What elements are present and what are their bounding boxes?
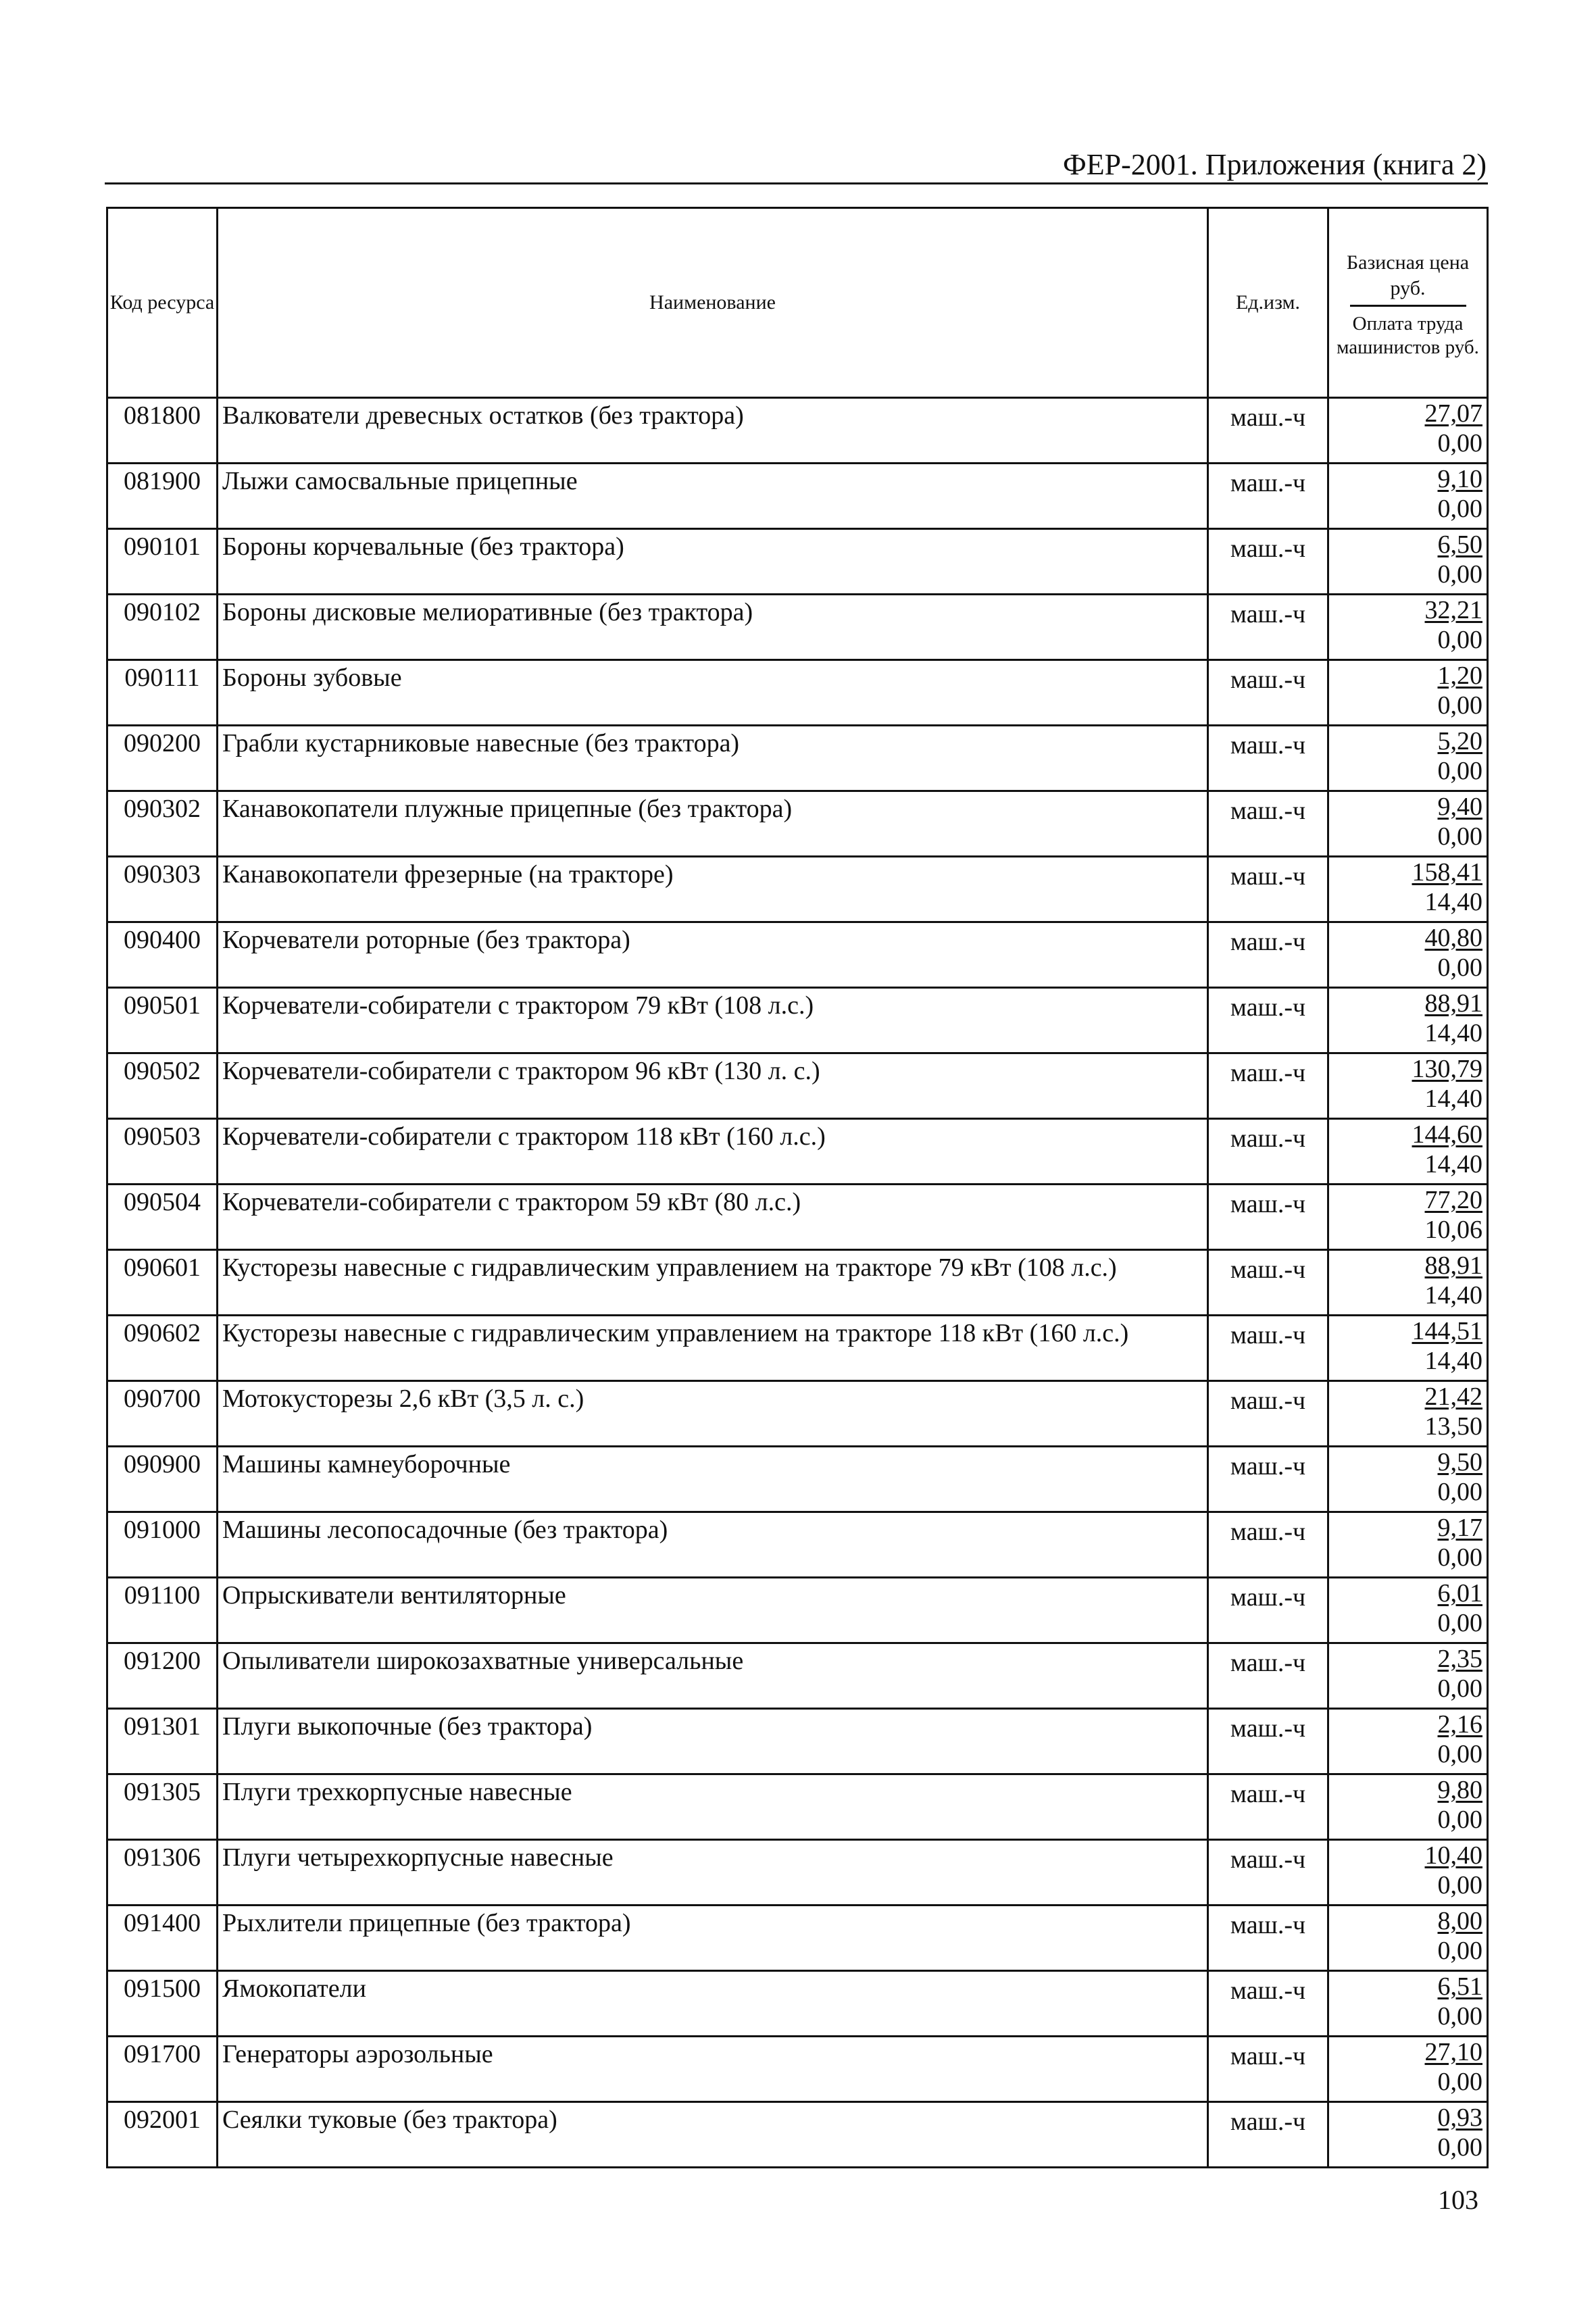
price-cell <box>1328 1316 1488 1381</box>
resource-code-cell: 090602 <box>107 1316 218 1381</box>
table-row <box>107 1185 1488 1250</box>
resource-name-cell: Кусторезы навесные с гидравлическим управлением на тракторе 79 кВт (108 л.с.) <box>218 1250 1208 1316</box>
table-row <box>107 529 1488 595</box>
table-row <box>107 595 1488 660</box>
unit-cell: маш.-ч <box>1208 1840 1328 1906</box>
resource-name-cell: Сеялки туковые (без трактора) <box>218 2102 1208 2168</box>
base-price-value: 9,50 <box>1437 1448 1482 1476</box>
base-price-value: 6,01 <box>1437 1579 1482 1608</box>
unit-cell: маш.-ч <box>1208 1185 1328 1250</box>
table-header-row <box>107 208 1488 398</box>
unit-cell: маш.-ч <box>1208 464 1328 529</box>
base-price-value: 32,21 <box>1424 596 1482 624</box>
resource-name-cell: Ямокопатели <box>218 1971 1208 2037</box>
resource-code-cell: 081900 <box>107 464 218 529</box>
price-cell <box>1328 1185 1488 1250</box>
base-price-value: 9,80 <box>1437 1776 1482 1804</box>
resource-code-cell: 091200 <box>107 1643 218 1709</box>
table-row <box>107 464 1488 529</box>
resource-code-cell: 091400 <box>107 1906 218 1971</box>
base-price-value: 40,80 <box>1424 924 1482 952</box>
operator-wage-value: 0,00 <box>1437 1543 1482 1572</box>
base-price-value: 21,42 <box>1424 1383 1482 1411</box>
price-cell <box>1328 595 1488 660</box>
resource-code-cell: 090502 <box>107 1053 218 1119</box>
unit-cell: маш.-ч <box>1208 791 1328 857</box>
base-price-value: 0,93 <box>1437 2104 1482 2132</box>
resource-name-cell: Плуги выкопочные (без трактора) <box>218 1709 1208 1774</box>
price-cell <box>1328 660 1488 726</box>
price-cell <box>1328 988 1488 1053</box>
price-cell <box>1328 1643 1488 1709</box>
operator-wage-value: 14,40 <box>1424 888 1482 916</box>
resource-code-cell: 091306 <box>107 1840 218 1906</box>
base-price-value: 6,51 <box>1437 1972 1482 2001</box>
unit-cell: маш.-ч <box>1208 1250 1328 1316</box>
table-row <box>107 988 1488 1053</box>
operator-wage-value: 0,00 <box>1437 953 1482 982</box>
operator-wage-value: 0,00 <box>1437 691 1482 720</box>
operator-wage-value: 0,00 <box>1437 757 1482 785</box>
unit-cell: маш.-ч <box>1208 1578 1328 1643</box>
document-header-title: ФЕР-2001. Приложения (книга 2) <box>1063 148 1487 181</box>
resource-name-cell: Валкователи древесных остатков (без трактора) <box>218 398 1208 464</box>
base-price-value: 144,60 <box>1412 1120 1482 1149</box>
resource-name-cell: Генераторы аэрозольные <box>218 2037 1208 2102</box>
table-row <box>107 857 1488 922</box>
resource-code-cell: 090900 <box>107 1447 218 1512</box>
resource-name-cell: Рыхлители прицепные (без трактора) <box>218 1906 1208 1971</box>
resource-name-cell: Грабли кустарниковые навесные (без трактора) <box>218 726 1208 791</box>
price-cell <box>1328 1250 1488 1316</box>
resource-code-cell: 090503 <box>107 1119 218 1185</box>
table-row <box>107 1906 1488 1971</box>
base-price-value: 27,10 <box>1424 2038 1482 2066</box>
resource-name-cell: Бороны зубовые <box>218 660 1208 726</box>
resource-price-table <box>106 207 1489 2168</box>
price-cell <box>1328 1119 1488 1185</box>
column-header-code: Код ресурса <box>107 208 218 398</box>
resource-code-cell: 092001 <box>107 2102 218 2168</box>
price-cell <box>1328 922 1488 988</box>
price-cell <box>1328 529 1488 595</box>
resource-name-cell: Бороны дисковые мелиоративные (без трактора) <box>218 595 1208 660</box>
column-header-unit: Ед.изм. <box>1208 208 1328 398</box>
operator-wage-value: 0,00 <box>1437 1674 1482 1703</box>
resource-code-cell: 090501 <box>107 988 218 1053</box>
table-row <box>107 1119 1488 1185</box>
column-header-base-price: Базисная цена руб. <box>1346 251 1470 299</box>
base-price-value: 9,10 <box>1437 465 1482 493</box>
base-price-value: 2,35 <box>1437 1645 1482 1673</box>
unit-cell: маш.-ч <box>1208 398 1328 464</box>
resource-name-cell: Лыжи самосвальные прицепные <box>218 464 1208 529</box>
resource-name-cell: Опыливатели широкозахватные универсальные <box>218 1643 1208 1709</box>
resource-code-cell: 091500 <box>107 1971 218 2037</box>
operator-wage-value: 14,40 <box>1424 1281 1482 1310</box>
resource-code-cell: 091305 <box>107 1774 218 1840</box>
base-price-value: 27,07 <box>1424 399 1482 428</box>
page-number: 103 <box>1438 2185 1478 2215</box>
unit-cell: маш.-ч <box>1208 857 1328 922</box>
unit-cell: маш.-ч <box>1208 595 1328 660</box>
unit-cell: маш.-ч <box>1208 2102 1328 2168</box>
price-cell <box>1328 398 1488 464</box>
resource-name-cell: Бороны корчевальные (без трактора) <box>218 529 1208 595</box>
base-price-value: 88,91 <box>1424 989 1482 1018</box>
resource-code-cell: 091301 <box>107 1709 218 1774</box>
table-row <box>107 2037 1488 2102</box>
base-price-value: 144,51 <box>1412 1317 1482 1345</box>
column-header-name: Наименование <box>218 208 1208 398</box>
operator-wage-value: 0,00 <box>1437 429 1482 457</box>
base-price-value: 130,79 <box>1412 1055 1482 1083</box>
resource-name-cell: Канавокопатели фрезерные (на тракторе) <box>218 857 1208 922</box>
operator-wage-value: 14,40 <box>1424 1347 1482 1375</box>
price-cell <box>1328 1053 1488 1119</box>
price-cell <box>1328 857 1488 922</box>
resource-name-cell: Корчеватели роторные (без трактора) <box>218 922 1208 988</box>
base-price-value: 8,00 <box>1437 1907 1482 1935</box>
resource-code-cell: 090504 <box>107 1185 218 1250</box>
table-row <box>107 1578 1488 1643</box>
unit-cell: маш.-ч <box>1208 2037 1328 2102</box>
table-row <box>107 1381 1488 1447</box>
operator-wage-value: 0,00 <box>1437 2133 1482 2162</box>
table-row <box>107 1512 1488 1578</box>
unit-cell: маш.-ч <box>1208 1381 1328 1447</box>
table-row <box>107 398 1488 464</box>
operator-wage-value: 0,00 <box>1437 1871 1482 1899</box>
table-row <box>107 1053 1488 1119</box>
base-price-value: 1,20 <box>1437 662 1482 690</box>
unit-cell: маш.-ч <box>1208 988 1328 1053</box>
price-cell <box>1328 1512 1488 1578</box>
resource-code-cell: 090101 <box>107 529 218 595</box>
operator-wage-value: 14,40 <box>1424 1150 1482 1178</box>
resource-name-cell: Канавокопатели плужные прицепные (без трактора) <box>218 791 1208 857</box>
table-row <box>107 726 1488 791</box>
table-row <box>107 1316 1488 1381</box>
price-cell <box>1328 1840 1488 1906</box>
unit-cell: маш.-ч <box>1208 1774 1328 1840</box>
resource-code-cell: 090700 <box>107 1381 218 1447</box>
table-row <box>107 1840 1488 1906</box>
table-row <box>107 791 1488 857</box>
operator-wage-value: 14,40 <box>1424 1085 1482 1113</box>
price-cell <box>1328 1774 1488 1840</box>
resource-name-cell: Кусторезы навесные с гидравлическим управлением на тракторе 118 кВт (160 л.с.) <box>218 1316 1208 1381</box>
operator-wage-value: 0,00 <box>1437 822 1482 851</box>
operator-wage-value: 0,00 <box>1437 626 1482 654</box>
price-cell <box>1328 1578 1488 1643</box>
operator-wage-value: 0,00 <box>1437 2002 1482 2031</box>
operator-wage-value: 14,40 <box>1424 1019 1482 1047</box>
table-row <box>107 1250 1488 1316</box>
price-cell <box>1328 726 1488 791</box>
price-cell <box>1328 1906 1488 1971</box>
price-cell <box>1328 2102 1488 2168</box>
resource-code-cell: 091700 <box>107 2037 218 2102</box>
header-divider <box>105 182 1488 184</box>
unit-cell: маш.-ч <box>1208 660 1328 726</box>
resource-code-cell: 090200 <box>107 726 218 791</box>
unit-cell: маш.-ч <box>1208 1906 1328 1971</box>
unit-cell: маш.-ч <box>1208 726 1328 791</box>
table-row <box>107 2102 1488 2168</box>
table-row <box>107 1447 1488 1512</box>
operator-wage-value: 10,06 <box>1424 1216 1482 1244</box>
resource-name-cell: Плуги четырехкорпусные навесные <box>218 1840 1208 1906</box>
resource-code-cell: 090400 <box>107 922 218 988</box>
column-header-price <box>1328 208 1488 398</box>
resource-code-cell: 081800 <box>107 398 218 464</box>
resource-code-cell: 090111 <box>107 660 218 726</box>
price-cell <box>1328 791 1488 857</box>
operator-wage-value: 13,50 <box>1424 1412 1482 1441</box>
resource-name-cell: Корчеватели-собиратели с трактором 96 кВт (130 л. с.) <box>218 1053 1208 1119</box>
table-row <box>107 922 1488 988</box>
resource-name-cell: Корчеватели-собиратели с трактором 118 кВт (160 л.с.) <box>218 1119 1208 1185</box>
operator-wage-value: 0,00 <box>1437 1609 1482 1637</box>
operator-wage-value: 0,00 <box>1437 495 1482 523</box>
resource-name-cell: Мотокусторезы 2,6 кВт (3,5 л. с.) <box>218 1381 1208 1447</box>
column-header-operator-wage: Оплата труда машинистов руб. <box>1337 313 1479 358</box>
price-cell <box>1328 1971 1488 2037</box>
resource-code-cell: 091100 <box>107 1578 218 1643</box>
resource-code-cell: 090302 <box>107 791 218 857</box>
resource-name-cell: Корчеватели-собиратели с трактором 79 кВт (108 л.с.) <box>218 988 1208 1053</box>
resource-name-cell: Опрыскиватели вентиляторные <box>218 1578 1208 1643</box>
resource-code-cell: 090303 <box>107 857 218 922</box>
resource-name-cell: Машины лесопосадочные (без трактора) <box>218 1512 1208 1578</box>
operator-wage-value: 0,00 <box>1437 1740 1482 1768</box>
resource-name-cell: Машины камнеуборочные <box>218 1447 1208 1512</box>
unit-cell: маш.-ч <box>1208 1316 1328 1381</box>
base-price-value: 9,40 <box>1437 793 1482 821</box>
unit-cell: маш.-ч <box>1208 1643 1328 1709</box>
operator-wage-value: 0,00 <box>1437 2068 1482 2096</box>
price-cell <box>1328 1709 1488 1774</box>
unit-cell: маш.-ч <box>1208 1447 1328 1512</box>
base-price-value: 6,50 <box>1437 530 1482 559</box>
operator-wage-value: 0,00 <box>1437 1937 1482 1965</box>
resource-code-cell: 091000 <box>107 1512 218 1578</box>
price-cell <box>1328 1381 1488 1447</box>
base-price-value: 9,17 <box>1437 1514 1482 1542</box>
operator-wage-value: 0,00 <box>1437 1478 1482 1506</box>
table-row <box>107 660 1488 726</box>
base-price-value: 158,41 <box>1412 858 1482 887</box>
unit-cell: маш.-ч <box>1208 1512 1328 1578</box>
table-row <box>107 1643 1488 1709</box>
price-cell <box>1328 464 1488 529</box>
unit-cell: маш.-ч <box>1208 1053 1328 1119</box>
unit-cell: маш.-ч <box>1208 1119 1328 1185</box>
operator-wage-value: 0,00 <box>1437 560 1482 589</box>
resource-code-cell: 090102 <box>107 595 218 660</box>
resource-name-cell: Плуги трехкорпусные навесные <box>218 1774 1208 1840</box>
unit-cell: маш.-ч <box>1208 529 1328 595</box>
price-cell <box>1328 1447 1488 1512</box>
base-price-value: 10,40 <box>1424 1841 1482 1870</box>
base-price-value: 2,16 <box>1437 1710 1482 1739</box>
price-cell <box>1328 2037 1488 2102</box>
base-price-value: 77,20 <box>1424 1186 1482 1214</box>
table-row <box>107 1971 1488 2037</box>
table-row <box>107 1774 1488 1840</box>
resource-code-cell: 090601 <box>107 1250 218 1316</box>
base-price-value: 5,20 <box>1437 727 1482 755</box>
table-row <box>107 1709 1488 1774</box>
unit-cell: маш.-ч <box>1208 1971 1328 2037</box>
resource-name-cell: Корчеватели-собиратели с трактором 59 кВт (80 л.с.) <box>218 1185 1208 1250</box>
unit-cell: маш.-ч <box>1208 922 1328 988</box>
operator-wage-value: 0,00 <box>1437 1806 1482 1834</box>
unit-cell: маш.-ч <box>1208 1709 1328 1774</box>
base-price-value: 88,91 <box>1424 1251 1482 1280</box>
